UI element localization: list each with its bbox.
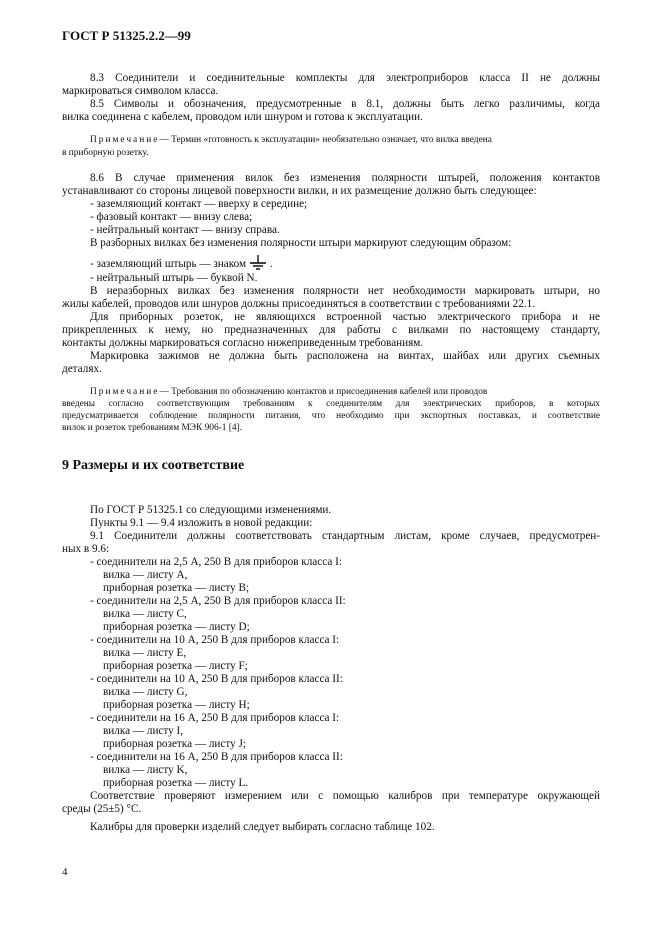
note-1-line2: в приборную розетку. xyxy=(62,148,149,158)
clause-8-5-line2: вилка соединена с кабелем, проводом или шнуром и готова к эксплуатации. xyxy=(62,111,423,123)
list-item: приборная розетка — листу L. xyxy=(103,777,249,789)
note-label: Примечание xyxy=(90,135,160,145)
list-neutral-pin: - нейтральный штырь — буквой N. xyxy=(90,272,258,284)
section-9-intro: По ГОСТ Р 51325.1 со следующими изменениями. xyxy=(90,504,332,516)
list-item: вилка — листу А, xyxy=(103,569,188,581)
list-earth-contact: - заземляющий контакт — вверху в середине; xyxy=(90,198,308,210)
clause-8-6-marking-intro: В разборных вилках без изменения полярности штыри маркируют следующим образом: xyxy=(90,237,512,249)
note-1-text: — Термин «готовность к эксплуатации» необязательно означает, что вилка введена xyxy=(159,135,492,145)
clause-8-6-line10: жилы кабелей, проводов или шнуров должны присоединяться в соответствии с требованиями 22.1. xyxy=(62,298,536,310)
list-item: приборная розетка — листу F; xyxy=(103,660,248,672)
conformity-line1: Соответствие проверяют измерением или с помощью калибров при температуре окружающей xyxy=(90,790,600,802)
list-item: - соединители на 2,5 А, 250 В для приборов класса I: xyxy=(90,556,342,568)
conformity-line2: среды (25±5) °С. xyxy=(62,803,142,815)
list-item: вилка — листу K, xyxy=(103,764,188,776)
list-item: - соединители на 10 А, 250 В для приборов класса II: xyxy=(90,673,343,685)
clause-8-6-line2: устанавливают со стороны лицевой поверхности вилки, и их размещение должно быть следующее: xyxy=(62,185,537,197)
clause-9-1-line1: 9.1 Соединители должны соответствовать стандартным листам, кроме случаев, предусмотрен- xyxy=(90,530,600,542)
list-item: - соединители на 16 А, 250 В для приборов класса I: xyxy=(90,712,340,724)
page-header: ГОСТ Р 51325.2.2—99 xyxy=(62,28,191,43)
clause-8-6-line1: 8.6 В случае применения вилок без изменения полярности штырей, положения контактов xyxy=(90,172,600,184)
list-item: - соединители на 2,5 А, 250 В для приборов класса II: xyxy=(90,595,346,607)
list-item: вилка — листу G, xyxy=(103,686,188,698)
clause-8-6-line11: Для приборных розеток, не являющихся встроенной частью электрического прибора и не xyxy=(90,311,600,323)
clause-8-6-line13: контакты должны маркироваться согласно нижеприведенным требованиям. xyxy=(62,337,424,349)
note-2-line1 xyxy=(62,386,600,399)
earth-pin-period: . xyxy=(270,258,273,270)
clause-8-6-line9: В неразборных вилках без изменения полярности нет необходимости маркировать штыри, но xyxy=(90,285,600,297)
list-item: вилка — листу I, xyxy=(103,725,184,737)
clause-8-5-line1: 8.5 Символы и обозначения, предусмотренные в 8.1, должны быть легко различимы, когда xyxy=(90,98,600,110)
list-item: приборная розетка — листу D; xyxy=(103,621,250,633)
list-item: приборная розетка — листу Н; xyxy=(103,699,250,711)
clause-8-3-line1: 8.3 Соединители и соединительные комплекты для электроприборов класса II не должны xyxy=(90,72,600,84)
note-2-line4: вилок и розеток требованиям МЭК 906-1 [4]. xyxy=(62,423,243,433)
earth-pin-text: - заземляющий штырь — знаком xyxy=(90,258,247,270)
note-1-line1 xyxy=(62,134,600,147)
gauges-sentence: Калибры для проверки изделий следует выбирать согласно таблице 102. xyxy=(90,821,435,833)
note-2-text: — Требования по обозначению контактов и присоединения кабелей или проводов xyxy=(159,387,488,397)
list-item: - соединители на 10 А, 250 В для приборов класса I: xyxy=(90,634,340,646)
clause-8-3-line2: маркироваться символом класса. xyxy=(62,85,219,97)
clause-8-6-line15: деталях. xyxy=(62,363,102,375)
clause-8-6-line14: Маркировка зажимов не должна быть расположена на винтах, шайбах или других съемных xyxy=(90,350,600,362)
clause-8-6-line12: прикрепленных к нему, но предназначенных для работы с вилками по настоящему стандарту, xyxy=(62,324,600,336)
list-item: приборная розетка — листу В; xyxy=(103,582,250,594)
clause-9-1-line2: ных в 9.6: xyxy=(62,543,110,555)
list-phase-contact: - фазовый контакт — внизу слева; xyxy=(90,211,253,223)
list-item: - соединители на 16 А, 250 В для приборов класса II: xyxy=(90,751,343,763)
note-2-line2: введены согласно соответствующим требованиям к соединителям для электрических приборов, в которых xyxy=(62,399,600,409)
section-9-title: 9 Размеры и их соответствие xyxy=(62,458,245,473)
list-neutral-contact: - нейтральный контакт — внизу справа. xyxy=(90,224,280,236)
list-item: вилка — листу С, xyxy=(103,608,187,620)
section-9-items: Пункты 9.1 — 9.4 изложить в новой редакции: xyxy=(90,517,313,529)
list-item: вилка — листу Е, xyxy=(103,647,187,659)
note-label-2: Примечание xyxy=(90,387,160,397)
note-2-line3: предусматривается соблюдение полярности питания, что необходимо при экспортных поставках, и соответствие xyxy=(62,411,600,421)
list-item: приборная розетка — листу J; xyxy=(103,738,246,750)
page-number: 4 xyxy=(62,866,68,878)
